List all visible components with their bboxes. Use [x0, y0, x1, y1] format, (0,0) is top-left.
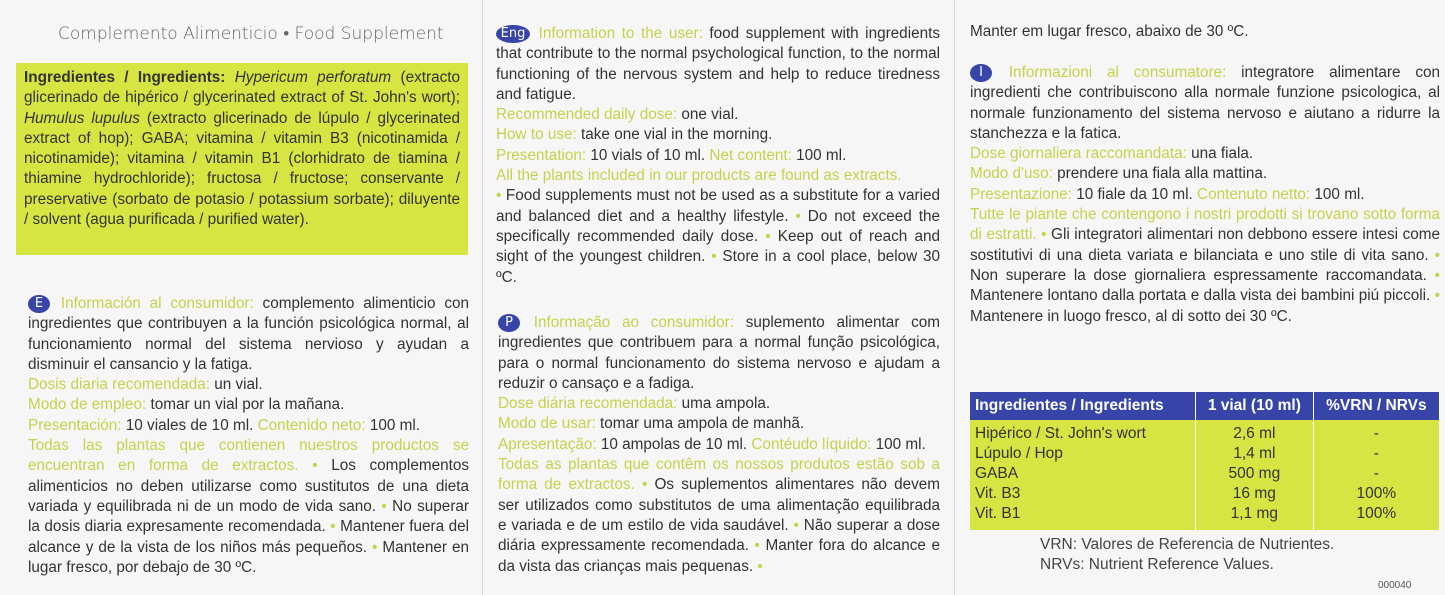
presentation-text: 10 vials of 10 ml.: [586, 146, 706, 164]
use-text: take one vial in the morning.: [576, 126, 773, 144]
net-content-text: 100 ml.: [791, 146, 847, 164]
portuguese-continuation: Manter em lugar fresco, abaixo de 30 ºC.: [970, 23, 1249, 40]
warning-text: Non superare la dose giornaliera espressamente raccomandata.: [970, 266, 1427, 284]
use-label: Modo de usar:: [498, 415, 596, 433]
table-header: Ingredientes / Ingredients: [970, 392, 1195, 420]
warning-text: Keep out of reach and sight of the youngest children.: [496, 227, 940, 266]
info-label: Información al consumidor:: [60, 295, 254, 312]
presentation-text: 10 fiale da 10 ml.: [1072, 185, 1193, 203]
use-text: tomar un vial por la mañana.: [146, 396, 345, 414]
dose-label: Recommended daily dose:: [496, 106, 678, 124]
table-cell: 100%: [1313, 504, 1439, 530]
language-badge-pt: P: [498, 314, 520, 332]
net-content-label: Contenuto netto:: [1197, 185, 1311, 203]
footnote-nrv: NRVs: Nutrient Reference Values.: [1040, 556, 1274, 573]
bullet-icon: •: [496, 187, 502, 205]
use-label: How to use:: [496, 126, 577, 144]
column-english-portuguese: [494, 0, 942, 595]
language-badge-es: E: [28, 295, 50, 313]
table-cell: -: [1313, 420, 1439, 444]
table-row: [970, 484, 1440, 504]
table-header: 1 vial (10 ml): [1195, 392, 1313, 420]
table-header: %VRN / NRVs: [1313, 392, 1439, 420]
table-cell: Vit. B1: [970, 504, 1195, 530]
presentation-label: Apresentação:: [498, 435, 597, 453]
info-label: Informazioni al consumatore:: [1008, 64, 1227, 81]
net-content-label: Net content:: [709, 146, 792, 164]
net-content-label: Contéudo líquido:: [751, 435, 872, 453]
bullet-icon: •: [795, 207, 801, 225]
dose-text: one vial.: [677, 106, 739, 124]
bullet-icon: •: [372, 538, 378, 556]
product-code: 000040: [1378, 580, 1412, 591]
table-cell: Vit. B3: [970, 484, 1195, 504]
portuguese-section: [498, 313, 940, 577]
table-cell: -: [1313, 444, 1439, 464]
bullet-icon: •: [330, 518, 336, 536]
warning-text: Os suplementos alimentares não devem ser utilizados como substitutos de uma alimentação equilibrada e variada e de um estilo de vida saudável.: [498, 476, 940, 534]
brand-title: Complemento Alimenticio • Food Supplement: [58, 24, 444, 44]
info-text: suplemento alimentar com ingredientes que contribuem para a normal função psicológica, para o normal funcionamento do sistema nervoso e ajudam a reduzir o cansaço e a fadiga.: [498, 314, 941, 392]
warning-text: No superar la dosis diaria expresamente recomendada.: [28, 497, 470, 536]
table-cell: Hipérico / St. John's wort: [970, 420, 1195, 444]
net-content-text: 100 ml.: [365, 416, 421, 434]
table-cell: 1,1 mg: [1195, 504, 1313, 530]
italian-section: [970, 63, 1440, 327]
bullet-icon: •: [641, 476, 648, 494]
use-label: Modo de empleo:: [28, 396, 147, 414]
bullet-icon: •: [312, 457, 318, 475]
dose-label: Dose diária recomendada:: [498, 395, 678, 413]
bullet-icon: •: [765, 227, 771, 245]
ingredients-box: [16, 63, 468, 255]
language-badge-en: Eng: [496, 25, 530, 43]
plants-note: Todas las plantas que contienen nuestros productos se encuentran en forma de extractos.: [28, 437, 469, 475]
table-cell: 1,4 ml: [1195, 444, 1313, 464]
dose-label: Dosis diaria recomendada:: [28, 376, 210, 394]
bullet-icon: •: [381, 497, 387, 515]
info-text: food supplement with ingredients that contribute to the normal psychological function, to the normal functioning of the nervous system and help to reduce tiredness and fatigue.: [496, 25, 941, 103]
column-divider: [954, 0, 955, 595]
bullet-icon: •: [1041, 226, 1047, 244]
dose-text: un vial.: [209, 376, 263, 394]
info-label: Informação ao consumidor:: [533, 314, 734, 331]
table-row: [970, 444, 1440, 464]
warning-text: Los complementos alimenticios no deben utilizarse como sustitutos de una dieta variada y equilibrada ni de un modo de vida sano.: [28, 457, 470, 515]
bullet-icon: •: [711, 248, 717, 266]
warning-text: Mantenere in luogo fresco, al di sotto dei 30 ºC.: [970, 307, 1292, 325]
warning-text: Store in a cool place, below 30 ºC.: [496, 248, 940, 286]
presentation-label: Presentación:: [28, 416, 122, 434]
warning-text: Manter fora do alcance e da vista das crianças mais pequenas.: [498, 537, 940, 575]
use-text: tomar uma ampola de manhã.: [595, 415, 805, 433]
bullet-icon: •: [1434, 246, 1441, 264]
ingredients-label: Ingredientes / Ingredients:: [24, 69, 226, 86]
presentation-text: 10 ampolas de 10 ml.: [596, 435, 748, 453]
plants-note: All the plants included in our products are found as extracts.: [496, 167, 902, 185]
table-row: [970, 420, 1440, 444]
bullet-icon: •: [754, 537, 760, 555]
bullet-icon: •: [793, 516, 799, 534]
plants-note: Todas as plantas que contêm os nossos produtos estão sob a forma de extractos.: [498, 456, 940, 494]
table-row: [970, 504, 1440, 530]
warning-text: Mantenere lontano dalla portata e dalla vista dei bambini piú piccoli.: [970, 287, 1431, 305]
use-text: prendere una fiala alla mattina.: [1052, 165, 1268, 183]
presentation-text: 10 viales de 10 ml.: [121, 416, 254, 434]
column-spanish: [12, 0, 474, 595]
ingredients-text: (extracto glicerinado de lúpulo / glycerinated extract of hop); GABA; vitamina / vitamin B3 (nicotinamida / nicotinamide); vitamina / vitamin B1 (clorhidrato de tiamina / thiamine hydrochloride); fructosa / fructose; conservante / preservative (sorbato de potasio / potassium sorbate); diluyente / solvent (agua purificada / purified water).: [24, 109, 460, 229]
table-cell: 100%: [1313, 484, 1439, 504]
info-text: complemento alimenticio con ingredientes que contribuyen a la función psicológica normal, al funcionamiento normal del sistema nervioso y ayudan a disminuir el cansancio y la fatiga.: [28, 295, 469, 373]
presentation-label: Presentazione:: [970, 185, 1073, 203]
spanish-section: [28, 294, 469, 578]
language-badge-it: I: [970, 64, 992, 82]
plants-note: Tutte le piante che contengono i nostri prodotti si trovano sotto forma di estratti.: [970, 206, 1440, 244]
ingredients-text: (extracto glicerinado de hipérico / glycerinated extract of St. John's wort);: [24, 69, 460, 107]
nutrition-table: [970, 392, 1440, 530]
table-header-row: [970, 392, 1440, 420]
dose-text: uma ampola.: [677, 395, 771, 413]
dose-label: Dose giornaliera raccomandata:: [970, 145, 1187, 163]
warning-text: Mantener fuera del alcance y de la vista de los niños más pequeños.: [28, 518, 470, 556]
warning-text: Não superar a dose diária expressamente recomendada.: [498, 516, 941, 555]
plant-name-hypericum: Hypericum perforatum: [234, 69, 392, 86]
footnote-vrn: VRN: Valores de Referencia de Nutrientes.: [1040, 536, 1335, 553]
info-label: Information to the user:: [538, 25, 703, 42]
warning-text: Do not exceed the specifically recommended daily dose.: [496, 207, 941, 245]
dose-text: una fiala.: [1186, 145, 1254, 163]
table-cell: GABA: [970, 464, 1195, 484]
plant-name-humulus: Humulus lupulus: [24, 109, 140, 127]
net-content-text: 100 ml.: [1310, 185, 1365, 203]
net-content-label: Contenido neto:: [257, 416, 366, 434]
bullet-icon: •: [1434, 266, 1440, 284]
bullet-icon: •: [757, 557, 763, 575]
table-cell: 2,6 ml: [1195, 420, 1313, 444]
english-section: [496, 24, 940, 288]
info-text: integratore alimentare con ingredienti che contribuiscono alla normale funzione psicologica, al normale funzionamento del sistema nervoso e aiutano a ridurre la stanchezza e la fatica.: [970, 64, 1440, 142]
warning-text: Gli integratori alimentari non debbono essere intesi come sostitutivi di una dieta variata e bilanciata e uno stile di vita sano.: [970, 226, 1440, 264]
table-cell: Lúpulo / Hop: [970, 444, 1195, 464]
presentation-label: Presentation:: [496, 146, 587, 164]
table-cell: 16 mg: [1195, 484, 1313, 504]
warning-text: Mantener en lugar fresco, por debajo de 30 ºC.: [28, 538, 470, 576]
bullet-icon: •: [1434, 287, 1440, 305]
table-row: [970, 464, 1440, 484]
column-divider: [482, 0, 483, 595]
use-label: Modo d'uso:: [970, 165, 1053, 183]
warning-text: Food supplements must not be used as a substitute for a varied and balanced diet and a healthy lifestyle.: [496, 187, 940, 225]
table-cell: 500 mg: [1195, 464, 1313, 484]
column-italian: [966, 0, 1444, 595]
net-content-text: 100 ml.: [871, 435, 926, 453]
table-cell: -: [1313, 464, 1439, 484]
